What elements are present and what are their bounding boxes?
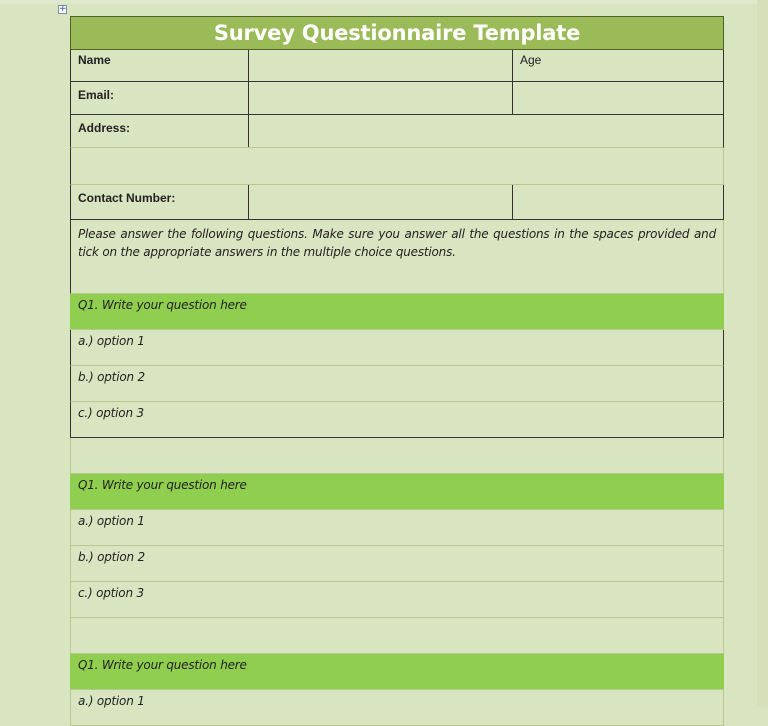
address-input-cell[interactable]	[249, 115, 723, 147]
name-row	[70, 50, 724, 82]
question-2: Q1. Write your question here	[70, 474, 724, 510]
name-label: Name	[71, 50, 249, 81]
contact-number-label: Contact Number:	[71, 185, 249, 219]
name-input-cell[interactable]	[249, 50, 513, 81]
age-input-cell[interactable]	[513, 82, 723, 114]
contact-extra-cell[interactable]	[513, 185, 723, 219]
address-label: Address:	[71, 115, 249, 147]
page-top-strip	[0, 0, 768, 4]
email-label: Email:	[71, 82, 249, 114]
address-continuation-cell[interactable]	[70, 148, 724, 185]
email-input-cell[interactable]	[249, 82, 513, 114]
table-move-handle-icon[interactable]: +	[59, 4, 67, 14]
age-label: Age	[520, 53, 542, 67]
question-1-option-a[interactable]: a.) option 1	[70, 330, 724, 366]
question-1-option-c[interactable]: c.) option 3	[70, 402, 724, 438]
contact-row	[70, 185, 724, 220]
survey-table	[70, 16, 724, 726]
question-2-option-c[interactable]: c.) option 3	[70, 582, 724, 618]
question-2-spacer	[70, 618, 724, 654]
question-2-option-b[interactable]: b.) option 2	[70, 546, 724, 582]
email-row	[70, 82, 724, 115]
question-1: Q1. Write your question here	[70, 294, 724, 330]
address-row	[70, 115, 724, 148]
question-2-option-a[interactable]: a.) option 1	[70, 510, 724, 546]
question-1-option-b[interactable]: b.) option 2	[70, 366, 724, 402]
page-right-margin	[757, 0, 768, 707]
question-3-option-a[interactable]: a.) option 1	[70, 690, 724, 726]
question-1-spacer	[70, 438, 724, 474]
contact-number-input-cell[interactable]	[249, 185, 513, 219]
instructions-text: Please answer the following questions. Make sure you answer all the questions in the spaces provided and tick on the appropriate answers in the multiple choice questions.	[70, 220, 724, 294]
question-3: Q1. Write your question here	[70, 654, 724, 690]
survey-title: Survey Questionnaire Template	[70, 16, 724, 50]
